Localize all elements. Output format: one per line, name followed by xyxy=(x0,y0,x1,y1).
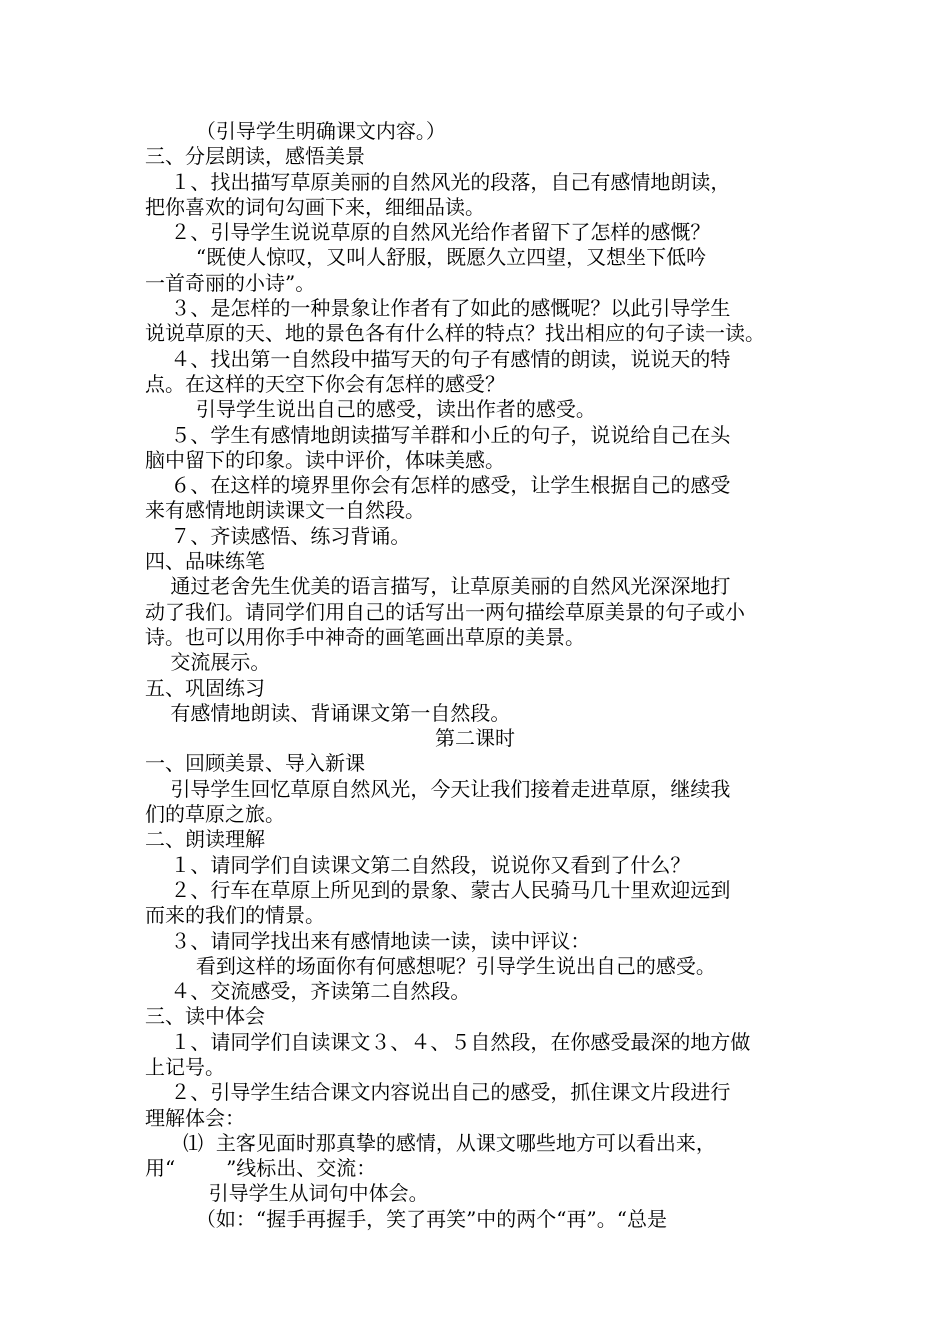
section-heading: 四、品味练笔 xyxy=(145,549,265,574)
text-line: 把你喜欢的词句勾画下来，细细品读。 xyxy=(145,194,485,219)
text-line: ⑴ 主客见面时那真挚的感情，从课文哪些地方可以看出来， xyxy=(145,1130,716,1155)
text-line: １、请同学们自读课文３、４、５自然段，在你感受最深的地方做 xyxy=(145,1029,751,1054)
text-line: ２、引导学生结合课文内容说出自己的感受，抓住课文片段进行 xyxy=(145,1080,731,1105)
text-line: 通过老舍先生优美的语言描写，让草原美丽的自然风光深深地打 xyxy=(145,574,731,599)
text-line: ４、找出第一自然段中描写天的句子有感情的朗读，说说天的特 xyxy=(145,346,731,371)
text-line: 交流展示。 xyxy=(145,650,271,675)
section-heading: 二、朗读理解 xyxy=(145,827,265,852)
section-heading: 五、巩固练习 xyxy=(145,675,265,700)
text-line: ５、学生有感情地朗读描写羊群和小丘的句子，说说给自己在头 xyxy=(145,422,731,447)
text-line: 引导学生从词句中体会。 xyxy=(145,1181,429,1206)
text-line: 理解体会： xyxy=(145,1105,245,1130)
text-line: １、找出描写草原美丽的自然风光的段落，自己有感情地朗读， xyxy=(145,169,731,194)
section-heading: 三、分层朗读，感悟美景 xyxy=(145,144,365,169)
text-line: １、请同学们自读课文第二自然段，说说你又看到了什么？ xyxy=(145,852,691,877)
text-line: ３、请同学找出来有感情地读一读，读中评议： xyxy=(145,928,591,953)
text-line: ４、交流感受，齐读第二自然段。 xyxy=(145,979,471,1004)
text-line: 一首奇丽的小诗”。 xyxy=(145,270,316,295)
text-line: ２、行车在草原上所见到的景象、蒙古人民骑马几十里欢迎远到 xyxy=(145,877,731,902)
text-line: （引导学生明确课文内容。） xyxy=(145,119,446,143)
text-line: ２、引导学生说说草原的自然风光给作者留下了怎样的感慨？ xyxy=(145,220,711,245)
text-line: ３、是怎样的一种景象让作者有了如此的感慨呢？以此引导学生 xyxy=(145,296,731,321)
text-line: 而来的我们的情景。 xyxy=(145,903,325,928)
text-line: 们的草原之旅。 xyxy=(145,802,285,827)
text-line: 诗。也可以用你手中神奇的画笔画出草原的美景。 xyxy=(145,624,585,649)
text-line: 有感情地朗读、背诵课文第一自然段。 xyxy=(145,700,511,725)
section-heading: 三、读中体会 xyxy=(145,1004,265,1029)
text-line: 点。在这样的天空下你会有怎样的感受？ xyxy=(145,371,505,396)
text-line: ７、齐读感悟、练习背诵。 xyxy=(145,523,411,548)
section-heading: 一、回顾美景、导入新课 xyxy=(145,751,365,776)
lesson-title: 第二课时 xyxy=(435,726,515,751)
text-line: 看到这样的场面你有何感想呢？引导学生说出自己的感受。 xyxy=(145,953,716,978)
text-line: 动了我们。请同学们用自己的话写出一两句描绘草原美景的句子或小 xyxy=(145,599,745,624)
text-line: 用“ ”线标出、交流： xyxy=(145,1156,377,1181)
text-line: “既使人惊叹，又叫人舒服，既愿久立四望，又想坐下低吟 xyxy=(145,245,707,270)
text-line: （如：“握手再握手，笑了再笑”中的两个“再”。“总是 xyxy=(145,1206,667,1231)
text-line: 引导学生说出自己的感受，读出作者的感受。 xyxy=(145,397,596,422)
text-line: 上记号。 xyxy=(145,1054,225,1079)
text-line: 说说草原的天、地的景色各有什么样的特点？找出相应的句子读一读。 xyxy=(145,321,765,346)
text-line: 脑中留下的印象。读中评价，体味美感。 xyxy=(145,447,505,472)
text-line: 引导学生回忆草原自然风光，今天让我们接着走进草原，继续我 xyxy=(145,776,731,801)
text-line: ６、在这样的境界里你会有怎样的感受，让学生根据自己的感受 xyxy=(145,473,731,498)
text-line: 来有感情地朗读课文一自然段。 xyxy=(145,498,425,523)
document-body xyxy=(145,119,825,1232)
